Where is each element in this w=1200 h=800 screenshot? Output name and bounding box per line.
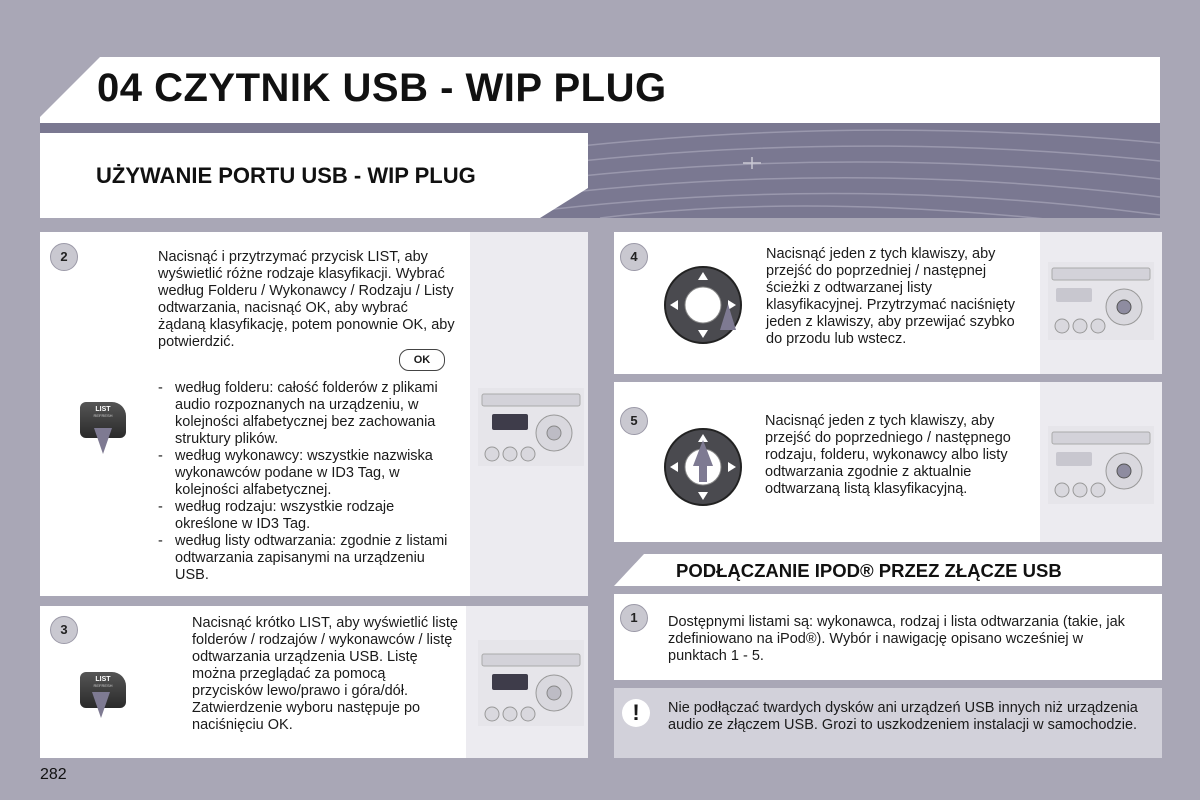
warning-icon: ! (622, 699, 650, 727)
list-button-sublabel: REFRESH (93, 413, 113, 418)
ok-button-icon: OK (399, 349, 445, 371)
section-title: UŻYWANIE PORTU USB - WIP PLUG (96, 163, 476, 188)
radio-panel-illustration (478, 388, 584, 466)
radio-panel-illustration (1048, 262, 1154, 340)
step-3-text: Nacisnąć krótko LIST, aby wyświetlić listę folderów / rodzajów / wykonawców / listę odtwarzania urządzenia USB. Listę można przeglądać za pomocą przycisków lewo/prawo i góra/dół. Zatwierdzenie wyboru następuje po naciśnięciu OK. (192, 615, 458, 733)
arrow-down-icon (92, 692, 110, 718)
navigation-pad-icon (662, 264, 744, 346)
list-item: - według rodzaju: wszystkie rodzaje określone w ID3 Tag. (158, 499, 458, 533)
classification-list (158, 380, 458, 584)
step-2-intro: Nacisnąć i przytrzymać przycisk LIST, aby wyświetlić różne rodzaje klasyfikacji. Wybrać według Folderu / Wykonawcy / Rodzaju / Listy odtwarzania, nacisnąć OK, aby wybrać żądaną klasyfikację, potem ponownie OK, aby potwierdzić. (158, 249, 455, 350)
step-5-text: Nacisnąć jeden z tych klawiszy, aby przejść do poprzedniego / następnego rodzaju, folderu, wykonawcy albo listy odtwarzania zgodnie z aktualnie odtwarzaną listą klasyfikacyjną. (765, 413, 1011, 497)
ipod-section-title: PODŁĄCZANIE IPOD® PRZEZ ZŁĄCZE USB (676, 560, 1062, 581)
list-button-label: LIST (95, 406, 111, 413)
list-button-label: LIST (95, 676, 111, 683)
warning-text: Nie podłączać twardych dysków ani urządzeń USB innych niż urządzenia audio ze złączem USB. Grozi to uszkodzeniem instalacji w samochodzie. (668, 700, 1138, 733)
navigation-pad-icon (662, 426, 744, 508)
list-item: - według folderu: całość folderów z plikami audio rozpoznanych na urządzeniu, w kolejności alfabetycznej bez zachowania struktury plików. (158, 380, 458, 448)
list-item: - według listy odtwarzania: zgodnie z listami odtwarzania zapisanymi na urządzeniu USB. (158, 533, 458, 584)
step-number: 4 (620, 243, 648, 271)
step-number: 3 (50, 616, 78, 644)
list-button-sublabel: REFRESH (93, 683, 113, 688)
list-item: - według wykonawcy: wszystkie nazwiska wykonawców podane w ID3 Tag, w kolejności alfabetycznej. (158, 448, 458, 499)
step-number: 2 (50, 243, 78, 271)
step-number: 1 (620, 604, 648, 632)
arrow-down-icon (94, 428, 112, 454)
ipod-text: Dostępnymi listami są: wykonawca, rodzaj i lista odtwarzania (takie, jak zdefiniowano na iPod®). Wybór i nawigację opisano wcześniej w punktach 1 - 5. (668, 614, 1125, 664)
step-4-text: Nacisnąć jeden z tych klawiszy, aby przejść do poprzedniej / następnej ścieżki z odtwarzanej listy klasyfikacyjnej. Przytrzymać naciśnięty jeden z klawiszy, aby przewijać szybko do przodu lub wstecz. (766, 246, 1015, 347)
step-number: 5 (620, 407, 648, 435)
radio-panel-illustration (478, 640, 584, 726)
page-number: 282 (40, 766, 67, 783)
radio-panel-illustration (1048, 426, 1154, 504)
page-title: 04 CZYTNIK USB - WIP PLUG (97, 66, 667, 110)
